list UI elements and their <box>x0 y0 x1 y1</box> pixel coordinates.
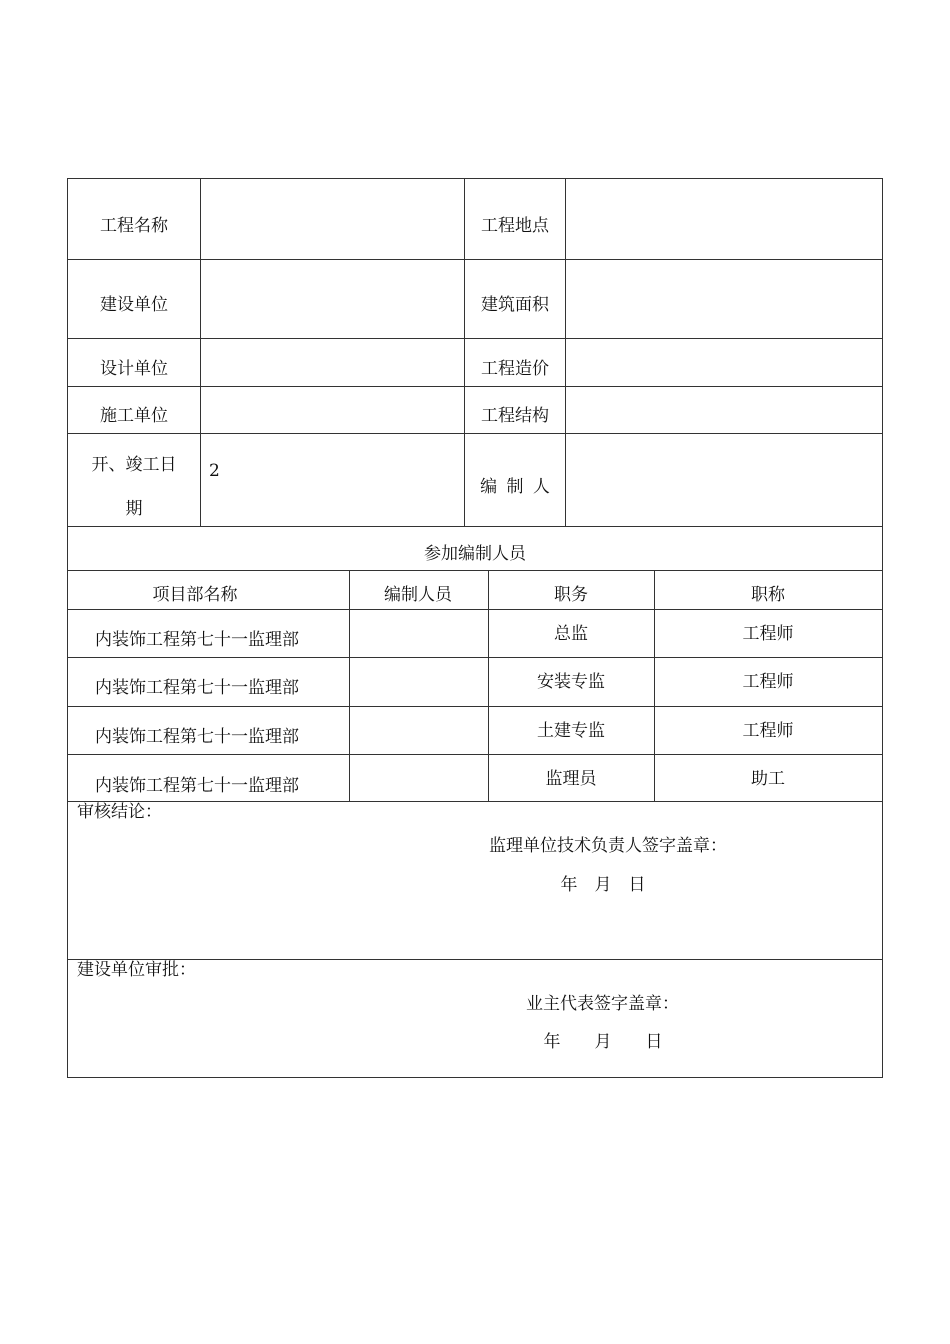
approval-date: 年 月 日 <box>543 1032 663 1052</box>
row-divider <box>68 433 882 434</box>
row-dept: 内装饰工程第七十一监理部 <box>95 678 299 698</box>
builder-label: 建设单位 <box>100 295 168 315</box>
row-dept: 内装饰工程第七十一监理部 <box>95 630 299 650</box>
dates-label: 开、竣工日 <box>91 455 177 475</box>
header-title: 职称 <box>751 585 785 605</box>
row-divider <box>68 801 882 802</box>
row-divider <box>68 706 882 707</box>
row-role: 总监 <box>554 624 588 644</box>
dates-value: 2 <box>209 461 220 481</box>
approval-label: 建设单位审批： <box>77 960 196 980</box>
row-divider <box>68 570 882 571</box>
col-divider <box>565 179 566 526</box>
row-divider <box>68 259 882 260</box>
contractor-label: 施工单位 <box>100 406 168 426</box>
participants-title: 参加编制人员 <box>424 544 526 564</box>
header-dept: 项目部名称 <box>152 585 238 605</box>
row-title: 工程师 <box>742 624 794 644</box>
structure-label: 工程结构 <box>481 406 549 426</box>
row-divider <box>68 609 882 610</box>
building-area-label: 建筑面积 <box>481 295 549 315</box>
dates-label-cont: 期 <box>125 499 143 519</box>
project-location-label: 工程地点 <box>481 216 549 236</box>
project-form-table <box>67 178 883 1078</box>
row-title: 工程师 <box>742 721 794 741</box>
header-role: 职务 <box>554 585 588 605</box>
row-divider <box>68 657 882 658</box>
row-divider <box>68 526 882 527</box>
row-dept: 内装饰工程第七十一监理部 <box>95 776 299 796</box>
approval-signature: 业主代表签字盖章： <box>526 994 679 1014</box>
designer-label: 设计单位 <box>100 359 168 379</box>
row-role: 监理员 <box>545 769 597 789</box>
project-name-label: 工程名称 <box>100 216 168 236</box>
header-person: 编制人员 <box>384 585 452 605</box>
row-divider <box>68 338 882 339</box>
col-divider <box>349 570 350 801</box>
review-date: 年 月 日 <box>560 875 646 895</box>
col-divider <box>464 179 465 526</box>
review-signature: 监理单位技术负责人签字盖章： <box>489 836 727 856</box>
col-divider <box>488 570 489 801</box>
row-role: 土建专监 <box>537 721 605 741</box>
row-title: 工程师 <box>742 672 794 692</box>
project-cost-label: 工程造价 <box>481 359 549 379</box>
compiler-label: 编 制 人 <box>480 477 550 497</box>
row-role: 安装专监 <box>537 672 605 692</box>
col-divider <box>654 570 655 801</box>
review-label: 审核结论： <box>77 802 162 822</box>
row-title: 助工 <box>751 769 785 789</box>
row-divider <box>68 386 882 387</box>
col-divider <box>200 179 201 526</box>
row-dept: 内装饰工程第七十一监理部 <box>95 727 299 747</box>
row-divider <box>68 754 882 755</box>
